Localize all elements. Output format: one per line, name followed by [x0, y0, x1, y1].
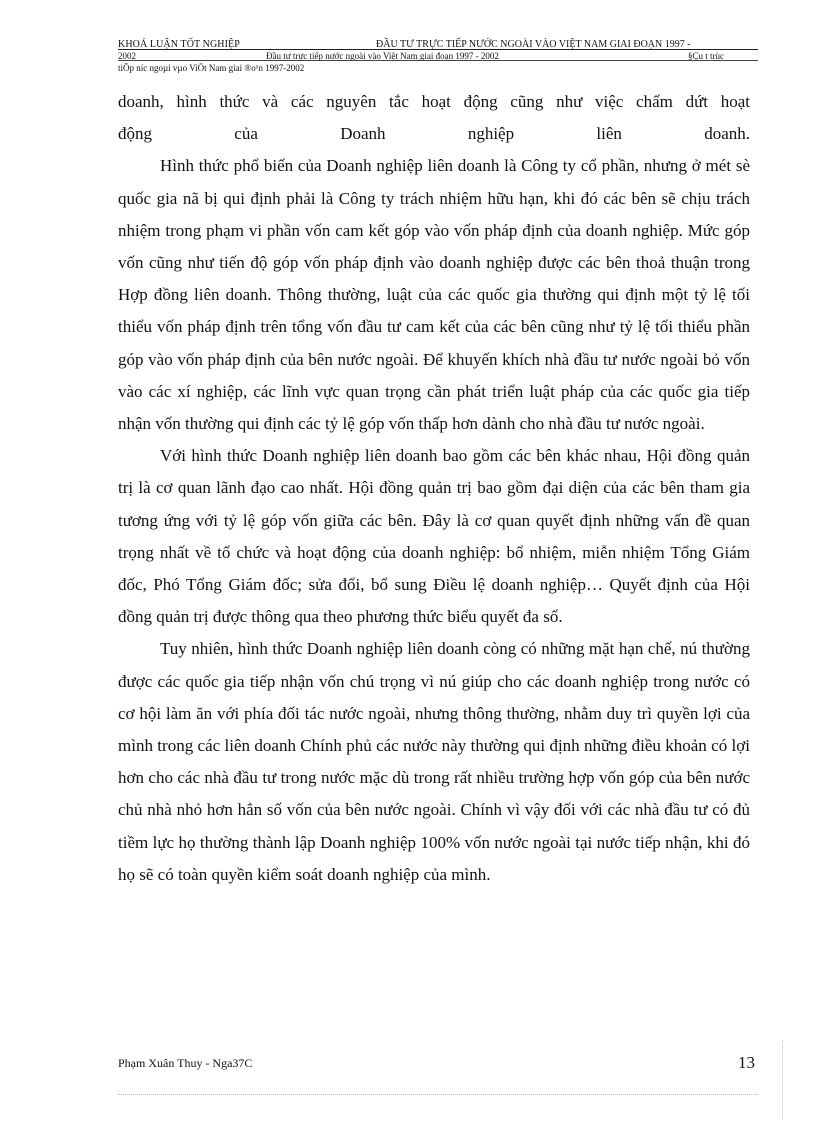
header-left-title: KHOÁ LUẬN TỐT NGHIỆP [118, 39, 240, 50]
paragraph-limitations: Tuy nhiên, hình thức Doanh nghiệp liên doanh còng có những mặt hạn chế, nú thường được các quốc gia tiếp nhận vốn chú trọng vì nú giúp cho các doanh nghiệp trong nước có cơ hội làm ăn với phía đối tác nước ngoài, nhưng thông thường, nhằm duy trì quyền lợi của mình trong các liên doanh Chính phủ các nước này thường qui định những điều khoản có lợi hơn cho các nhà đầu tư trong nước mặc dù trong rất nhiều trường hợp vốn góp của bên nước chủ nhà nhỏ hơn hẳn số vốn của bên nước ngoài. Chính vì vậy đối với các nhà đầu tư có đủ tiềm lực họ thường thành lập Doanh nghiệp 100% vốn nước ngoài tại nước tiếp nhận, khi đó họ sẽ có toàn quyền kiểm soát doanh nghiệp của mình. [118, 639, 750, 884]
footer-divider [118, 1094, 758, 1095]
paragraph-board-of-directors: Với hình thức Doanh nghiệp liên doanh bao gồm các bên khác nhau, Hội đồng quản trị là cơ quan lãnh đạo cao nhất. Hội đồng quản trị bao gồm đại diện của các bên tham gia tương ứng với tỷ lệ góp vốn giữa các bên. Đây là cơ quan quyết định những vấn đề quan trọng nhất về tổ chức và hoạt động của doanh nghiệp: bổ nhiệm, miễn nhiệm Tổng Giám đốc, Phó Tổng Giám đốc; sửa đổi, bổ sung Điều lệ doanh nghiệp… Quyết định của Hội đồng quản trị được thông qua theo phương thức biểu quyết đa số. [118, 446, 750, 627]
header-subline-garbled: tiÕp níc ngoµi vµo ViÖt Nam giai ®o¹n 1997-2002 [118, 63, 305, 73]
header-subline-left: 2002 [118, 51, 136, 61]
header-subline-right: §Çu t trùc [688, 51, 724, 61]
header-right-title: ĐẦU TƯ TRỰC TIẾP NƯỚC NGOÀI VÀO VIỆT NAM GIAI ĐOẠN 1997 - [376, 39, 691, 50]
paragraph-continuation-line-2: động của Doanh nghiệp liên doanh. [118, 124, 750, 144]
paragraph-continuation-line-1: doanh, hình thức và các nguyên tắc hoạt động cũng như việc chấm dứt hoạt [118, 92, 750, 111]
document-body [118, 86, 750, 891]
page-edge-marker [782, 1040, 783, 1120]
header-divider [118, 49, 758, 50]
header-divider-secondary [118, 60, 758, 61]
footer-author: Phạm Xuân Thuy - Nga37C [118, 1056, 253, 1070]
page-number: 13 [738, 1053, 755, 1072]
paragraph-joint-venture-form: Hình thức phổ biến của Doanh nghiệp liên doanh là Công ty cổ phần, nhưng ở mét sè quốc gia nã bị qui định phải là Công ty trách nhiệm hữu hạn, khi đó các bên sẽ chịu trách nhiệm trong phạm vi phần vốn cam kết góp vào vốn pháp định của doanh nghiệp. Mức góp vốn cũng như tiến độ góp vốn pháp định vào doanh nghiệp được các bên thoả thuận trong Hợp đồng liên doanh. Thông thường, luật của các quốc gia thường qui định một tỷ lệ tối thiểu vốn pháp định trên tổng vốn đầu tư cam kết của các bên cũng như tỷ lệ tối thiểu phần góp vào vốn pháp định của bên nước ngoài. Để khuyến khích nhà đầu tư nước ngoài bỏ vốn vào các xí nghiệp, các lĩnh vực quan trọng cần phát triển luật pháp của các quốc gia tiếp nhận vốn thường qui định các tỷ lệ góp vốn thấp hơn dành cho nhà đầu tư nước ngoài. [118, 156, 750, 434]
header-subline-middle: Đầu tư trực tiếp nước ngoài vào Việt Nam giai đoạn 1997 - 2002 [266, 51, 499, 61]
